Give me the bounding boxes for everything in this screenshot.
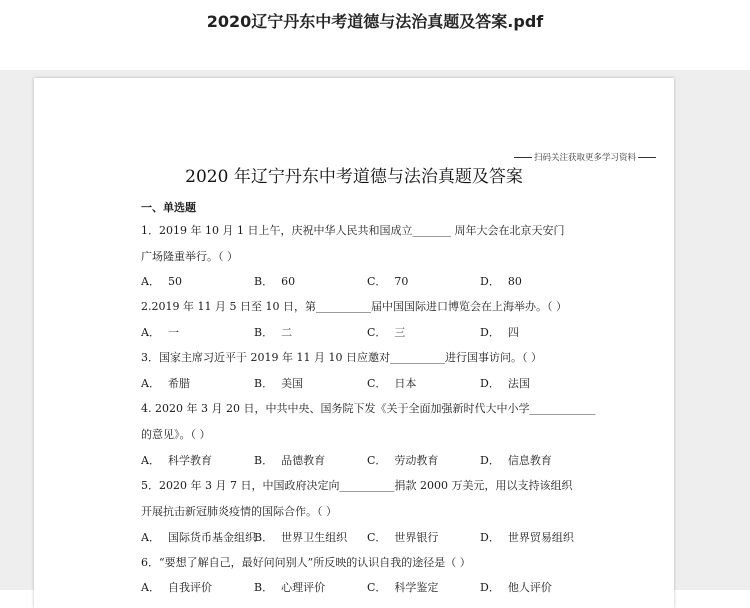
question-4-line-2: 的意见》。（ ） [141, 428, 211, 441]
option-b: B． 世界卫生组织 [254, 531, 348, 544]
pdf-page [34, 78, 674, 608]
question-5-line-1: 5．2020 年 3 月 7 日，中国政府决定向__________捐款 2000 万美元，用以支持该组织 [141, 479, 573, 492]
option-a: A． 一 [141, 326, 179, 339]
question-6-line-1: 6．“要想了解自己，最好问问别人”所反映的认识自我的途径是（ ） [141, 556, 471, 569]
option-d: D． 他人评价 [480, 581, 552, 594]
option-a: A． 科学教育 [141, 454, 212, 467]
option-a: A． 希腊 [141, 377, 190, 390]
question-4-line-1: 4. 2020 年 3 月 20 日，中共中央、国务院下发《关于全面加强新时代大中小学____________ [141, 402, 596, 415]
option-b: B． 品德教育 [254, 454, 326, 467]
file-title: 2020辽宁丹东中考道德与法治真题及答案.pdf [206, 12, 544, 31]
promo-banner-text: 扫码关注获取更多学习资料 [534, 153, 637, 163]
section-heading: 一、单选题 [141, 201, 196, 214]
option-a: A． 50 [141, 275, 182, 288]
option-c: C． 劳动教育 [367, 454, 439, 467]
option-c: C． 世界银行 [367, 531, 439, 544]
question-2-line-1: 2.2019 年 11 月 5 日至 10 日，第__________届中国国际进口博览会在上海举办。（ ） [141, 300, 567, 313]
question-3-line-1: 3．国家主席习近平于 2019 年 11 月 10 日应邀对__________进行国事访问。（ ） [141, 351, 542, 364]
option-c: C． 日本 [367, 377, 417, 390]
option-b: B． 美国 [254, 377, 304, 390]
viewer-header [0, 0, 750, 70]
option-c: C． 70 [367, 275, 409, 288]
option-b: B． 二 [254, 326, 293, 339]
document-title: 2020 年辽宁丹东中考道德与法治真题及答案 [185, 167, 523, 187]
option-a: A． 自我评价 [141, 581, 212, 594]
option-d: D． 法国 [480, 377, 530, 390]
option-c: C． 科学鉴定 [367, 581, 439, 594]
option-d: D． 世界贸易组织 [480, 531, 574, 544]
option-d: D． 四 [480, 326, 519, 339]
option-d: D． 80 [480, 275, 522, 288]
question-5-line-2: 开展抗击新冠肺炎疫情的国际合作。（ ） [141, 505, 337, 518]
option-d: D． 信息教育 [480, 454, 552, 467]
option-b: B． 60 [254, 275, 296, 288]
option-b: B． 心理评价 [254, 581, 326, 594]
option-a: A． 国际货币基金组织 [141, 531, 256, 544]
option-c: C． 三 [367, 326, 406, 339]
question-1-line-1: 1．2019 年 10 月 1 日上午，庆祝中华人民共和国成立_______ 周年大会在北京天安门 [141, 224, 565, 237]
question-1-line-2: 广场隆重举行。（ ） [141, 250, 238, 263]
